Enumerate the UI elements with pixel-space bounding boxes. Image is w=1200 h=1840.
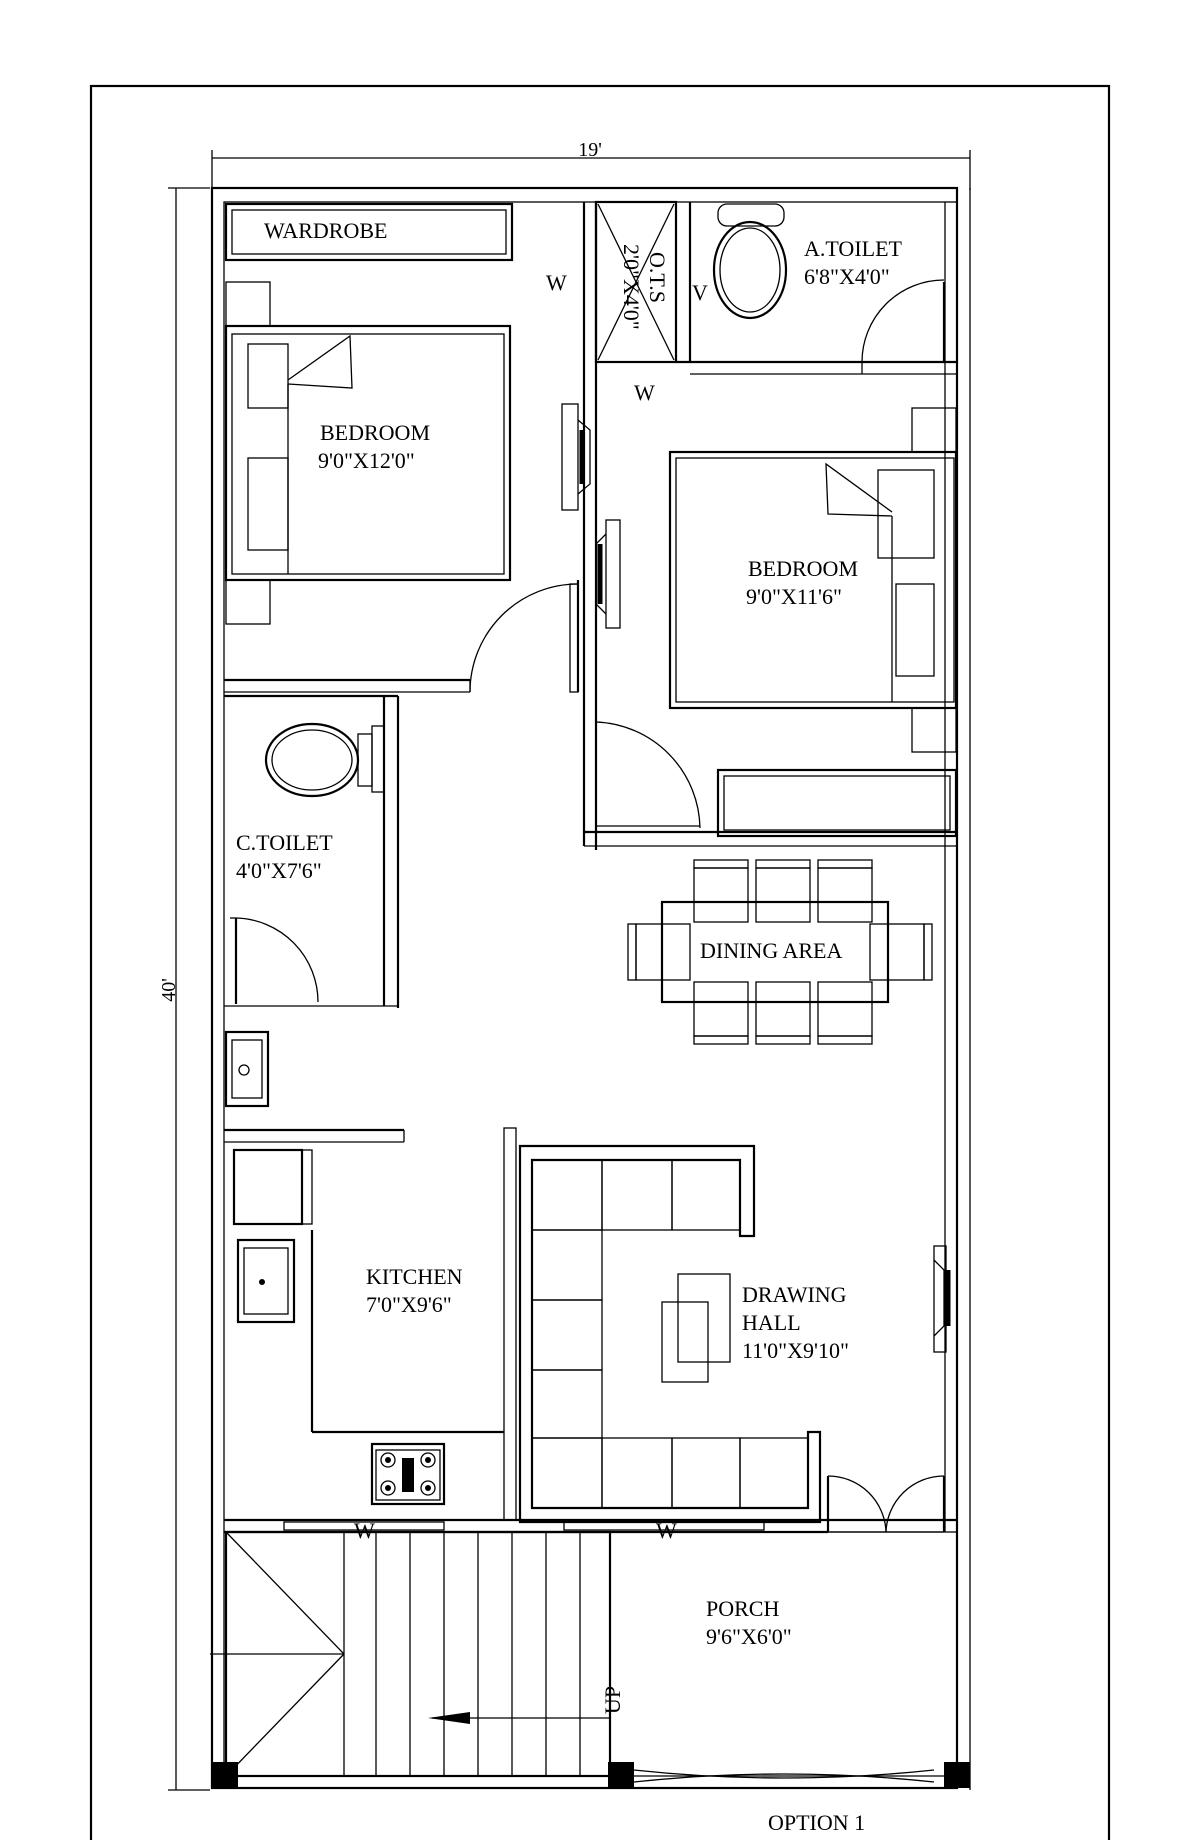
- common-toilet-door: [230, 918, 318, 1004]
- depth-label: 40': [158, 978, 180, 1002]
- bedroom-left: [224, 202, 596, 850]
- drawing-hall-tv: [934, 1246, 948, 1352]
- attached-toilet-name: A.TOILET: [804, 236, 902, 261]
- drawing-hall: [520, 1146, 948, 1532]
- bedroom-right-name: BEDROOM: [748, 556, 859, 581]
- cooking-stove: [372, 1444, 444, 1504]
- common-toilet-wc: [266, 724, 384, 796]
- drawing-hall-size: 11'0"X9'10": [742, 1338, 849, 1363]
- porch-size: 9'6"X6'0": [706, 1624, 792, 1649]
- front-window-marker-1: W: [354, 1518, 375, 1543]
- kitchen-name: KITCHEN: [366, 1264, 463, 1289]
- staircase: [210, 1532, 625, 1776]
- common-toilet: [224, 696, 398, 1008]
- refrigerator: [234, 1150, 312, 1224]
- wash-basin: [226, 1032, 268, 1106]
- center-table: [662, 1274, 730, 1382]
- caption-label: OPTION 1: [768, 1810, 866, 1835]
- main-double-door: [828, 1476, 944, 1532]
- drawing-hall-name-1: DRAWING: [742, 1282, 847, 1307]
- attached-toilet-window-marker: W: [634, 380, 655, 405]
- ots-shaft: [596, 202, 676, 362]
- bedroom-right-wardrobe: [718, 770, 956, 836]
- attached-toilet-size: 6'8"X4'0": [804, 264, 890, 289]
- bedroom-left-tv: [562, 404, 590, 510]
- bedroom-right-door: [596, 720, 700, 830]
- width-dimension: [212, 139, 970, 190]
- common-toilet-name: C.TOILET: [236, 830, 333, 855]
- dining-area: [628, 860, 932, 1044]
- dining-name: DINING AREA: [700, 938, 843, 963]
- attached-toilet-door: [862, 280, 944, 374]
- kitchen-hall-partition: [504, 1128, 516, 1520]
- porch: [624, 1596, 944, 1782]
- kitchen: [224, 1130, 504, 1504]
- bedroom-left-door: [470, 580, 578, 692]
- kitchen-sink: [238, 1240, 294, 1322]
- bedroom-left-window-marker: W: [546, 270, 567, 295]
- bedroom-right-tv: [596, 520, 620, 628]
- porch-name: PORCH: [706, 1596, 780, 1621]
- common-toilet-size: 4'0"X7'6": [236, 858, 322, 883]
- width-label: 19': [578, 139, 602, 161]
- ots-name: O.T.S: [645, 252, 670, 303]
- dining-chairs-top: [694, 860, 872, 922]
- attached-toilet: [634, 202, 956, 405]
- ots-size: 2'0"X4'0": [619, 244, 644, 330]
- depth-dimension: [158, 188, 210, 1790]
- dining-chairs-bottom: [694, 982, 872, 1044]
- bedroom-left-name: BEDROOM: [320, 420, 431, 445]
- front-window-marker-2: W: [656, 1518, 677, 1543]
- bedroom-left-size: 9'0"X12'0": [318, 448, 415, 473]
- attached-toilet-wc: [714, 204, 786, 318]
- ventilator-marker: V: [692, 280, 708, 305]
- bedroom-right-size: 9'0"X11'6": [746, 584, 842, 609]
- stair-up-label: UP: [600, 1685, 625, 1715]
- wardrobe-label: WARDROBE: [264, 218, 388, 243]
- bedroom-right: [584, 408, 956, 846]
- kitchen-size: 7'0"X9'6": [366, 1292, 452, 1317]
- drawing-hall-name-2: HALL: [742, 1310, 801, 1335]
- front-wall: [224, 1518, 956, 1543]
